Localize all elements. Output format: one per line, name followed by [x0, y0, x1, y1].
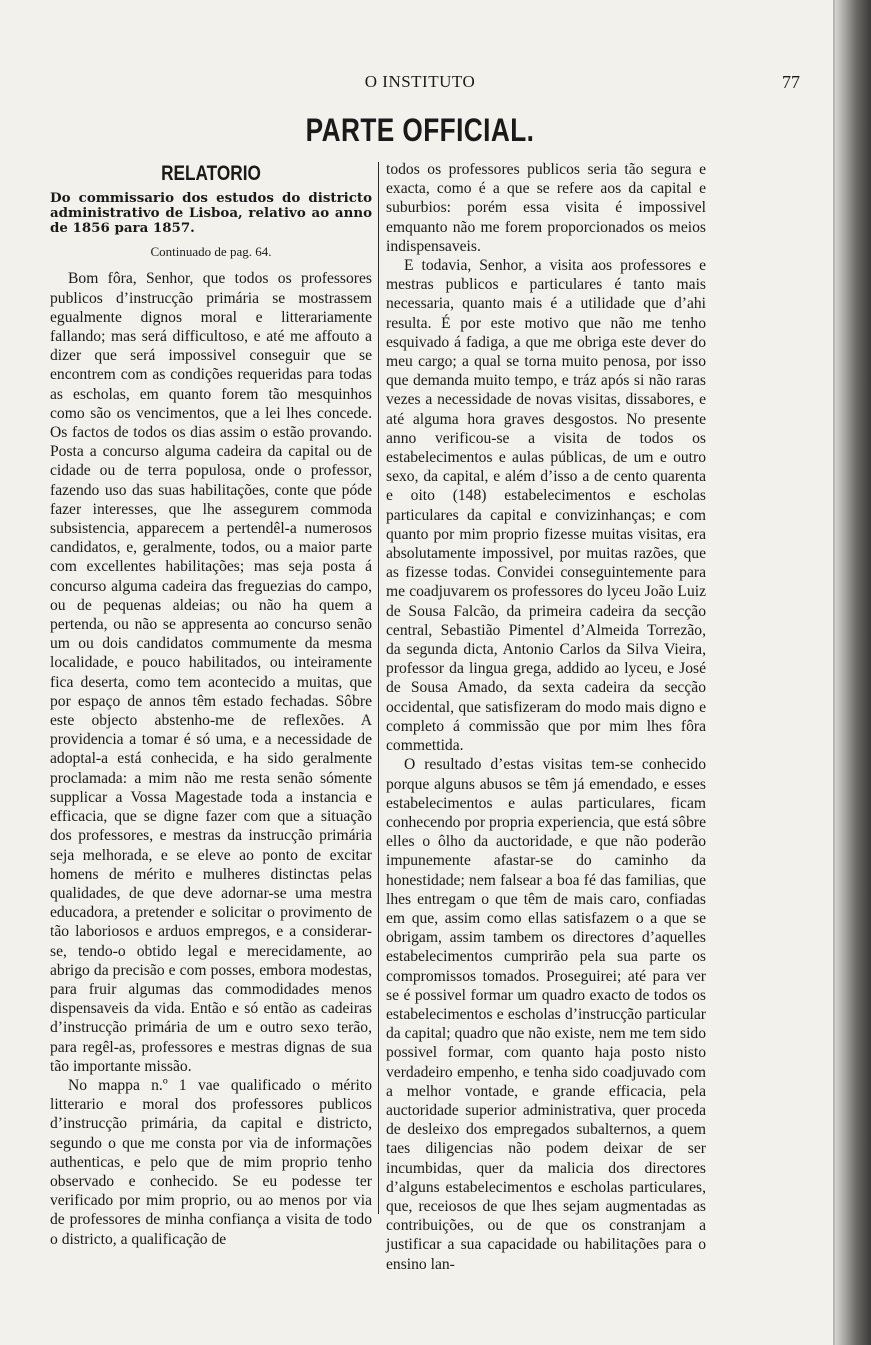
paragraph: Bom fôra, Senhor, que todos os professores publicos d’instrucção primária se mostrassem egualmente dignos moral e litterariamente fallando; mas será difficultoso, e até me affouto a dizer que será impossivel conseguir que se encontrem com as condições requeridas para todas as escholas, em quanto forem tão mesquinhos como são os vencimentos, que a lei lhes concede. Os factos de todos os dias assim o estão provando. Posta a concurso alguma cadeira da capital ou de cidade ou de terra populosa, onde o professor, fazendo uso das suas habilitações, conte que póde fazer interesses, que lhe assegurem commoda subsistencia, apparecem a pertendêl-a numerosos candidatos, e, geralmente, todos, ou a maior parte com excellentes habilitações; mas seja posta á concurso alguma cadeira das freguezias do campo, ou de pequenas aldeias; ou não ha quem a pertenda, ou não se appresenta ao concurso senão um ou dois candidatos commumente da mesma localidade, e pouco habilitados, ou inteiramente fica deserta, como tem acontecido a muitas, que por espaço de annos têm estado fechadas. Sôbre este objecto abstenho-me de reflexões. A providencia a tomar é só uma, e a necessidade de adoptal-a está conhecida, e ha sido geralmente proclamada: a mim não me resta senão sómente supplicar a Vossa Magestade toda a instancia e efficacia, que se digne fazer com que a situação dos professores, e mestras da instrucção primária seja melhorada, e se eleve ao ponto de excitar homens de mérito e mulheres distinctas pelas qualidades, de que deve adornar-se uma mestra educadora, a pretender e solicitar o provimento de tão laboriosos e arduos empregos, e a considerar-se, tendo-o obtido legal e merecidamente, ao abrigo da precisão e com posses, embora modestas, para fruir algumas das commodidades menos dispensaveis da vida. Então e só então as cadeiras d’instrucção primária de um e outro sexo terão, para regêl-as, professores e mestras dignas de sua tão importante missão. — [50, 270, 372, 1075]
running-title: O INSTITUTO — [364, 72, 476, 91]
report-subtitle: Do commissario dos estudos do districto administrativo de Lisboa, relativo ao anno de 1856 para 1857. — [50, 190, 372, 237]
left-column — [50, 160, 372, 1249]
paragraph: todos os professores publicos seria tão segura e exacta, como é a que se refere aos da capital e suburbios: porém essa visita é impossivel emquanto não me forem proporcionados os meios indispensaveis. — [386, 161, 706, 255]
right-column — [386, 160, 706, 1274]
column-divider — [378, 162, 379, 1214]
section-title: PARTE OFFICIAL. — [305, 112, 535, 148]
report-heading: RELATORIO — [161, 162, 261, 185]
paragraph: No mappa n.º 1 vae qualificado o mérito litterario e moral dos professores publicos d’instrucção primária, da capital e districto, segundo o que me consta por via de informações authenticas, e pelo que de mim proprio tenho observado e conhecido. Se eu podesse ter verificado por mim proprio, ou ao menos por via de professores de minha confiança a visita de todo o districto, a qualificação de — [50, 1076, 372, 1248]
paragraph: E todavia, Senhor, a visita aos professores e mestras publicos e particulares é tanto mais necessaria, quanto mais é a utilidade que d’ahi resulta. É por este motivo que não me tenho esquivado á fadiga, a que me obriga este dever do meu cargo; a qual se torna muito penosa, por isso que demanda muito tempo, e tráz após si não raras vezes a necessidade de novas visitas, dissabores, e até alguma hora graves desgostos. No presente anno verificou-se a visita de todos os estabelecimentos e aulas públicas, de um e outro sexo, da capital, e além d’isso a de cento quarenta e oito (148) estabelecimentos e escholas particulares da capital e convizinhanças; e com quanto por mim proprio fizesse muitas visitas, era absolutamente impossivel, por muitas razões, que as fizesse todas. Convidei conseguintemente para me coadjuvarem os professores do lyceu João Luiz de Sousa Falcão, da primeira cadeira da secção central, Sebastião Pimentel d’Almeida Torrezão, da segunda dicta, Antonio Carlos da Silva Vieira, professor da lingua grega, addido ao lyceu, e José de Sousa Amado, da sexta cadeira da secção occidental, que satisfizeram do modo mais digno e completo á commissão que por mim lhes fôra commettida. — [386, 257, 706, 755]
paragraph: O resultado d’estas visitas tem-se conhecido porque alguns abusos se têm já emendado, e esses estabelecimentos e aulas particulares, ficam conhecendo por propria experiencia, que está sôbre elles o ôlho da auctoridade, e que não poderão impunemente afastar-se do caminho da honestidade; nem falsear a boa fé das familias, que lhes entregam o que têm de mais caro, confiadas em que, assim como ellas satisfazem o a que se obrigam, assim tambem os directores d’aquelles estabelecimentos cumprirão pela sua parte os compromissos tomados. Proseguirei; até para ver se é possivel formar um quadro exacto de todos os estabelecimentos e escholas d’instrucção particular da capital; quadro que não existe, nem me tem sido possivel formar, com quanto haja posto nisto verdadeiro empenho, e tenha sido coadjuvado com a melhor vontade, e grande efficacia, pela auctoridade superior administrativa, quer proceda de desleixo dos empregados subalternos, a quem taes diligencias não podem deixar de ser incumbidas, quer da malicia dos directores d’alguns estabelecimentos e escholas particulares, que, receiosos de que lhes sejam augmentadas as contribuições, ou de que os constranjam a justificar a sua capacidade ou habilitações para o ensino lan- — [386, 756, 706, 1273]
page-number: 77 — [782, 72, 800, 92]
book-page-edge — [835, 0, 871, 1345]
continued-note: Continuado de pag. 64. — [150, 244, 272, 260]
page-header — [40, 72, 800, 96]
